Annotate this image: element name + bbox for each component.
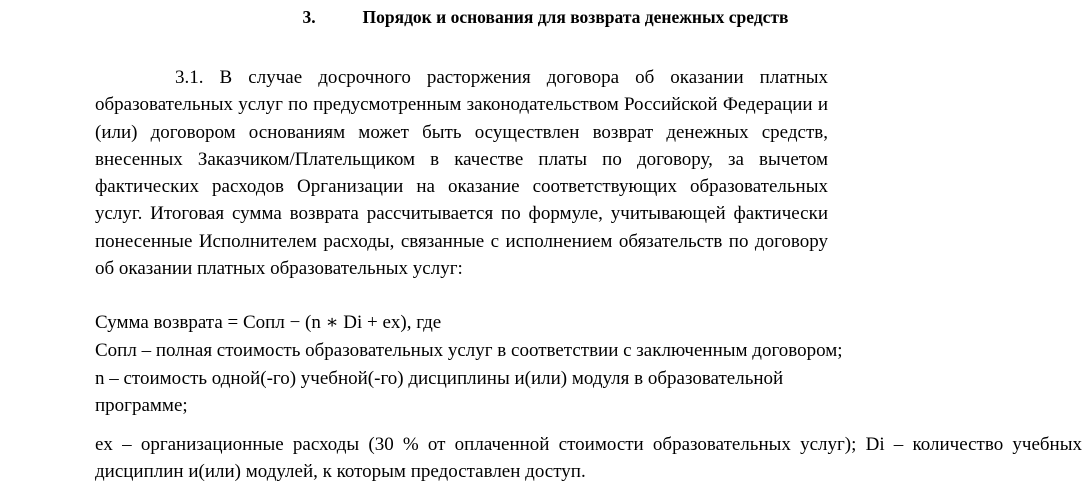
section-title: Порядок и основания для возврата денежных средств	[362, 7, 789, 27]
section-heading	[0, 6, 1091, 28]
clause-3-1-paragraph: 3.1. В случае досрочного расторжения договора об оказании платных образовательных услуг по предусмотренным законодательством Российской Федерации и (или) договором основаниям может быть осуществлен возврат денежных средств, внесенных Заказчиком/Плательщиком в качестве платы по договору, за вычетом фактических расходов Организации на оказание соответствующих образовательных услуг. Итоговая сумма возврата рассчитывается по формуле, учитывающей фактически понесенные Исполнителем расходы, связанные с исполнением обязательств по договору об оказании платных образовательных услуг:	[95, 67, 828, 280]
section-number: 3.	[302, 7, 316, 27]
definition-sopl: Сопл – полная стоимость образовательных услуг в соответствии с заключенным договором;	[95, 340, 843, 361]
formula-line: Сумма возврата = Сопл − (n ∗ Di + ex), где	[95, 312, 442, 333]
definition-ex-di: ex – организационные расходы (30 % от оплаченной стоимости образовательных услуг); Di – количество учебных дисциплин и(или) модулей, к которым предоставлен доступ.	[95, 434, 1082, 483]
definition-n: n – стоимость одной(-го) учебной(-го) дисциплины и(или) модуля в образовательной программе;	[95, 368, 784, 417]
